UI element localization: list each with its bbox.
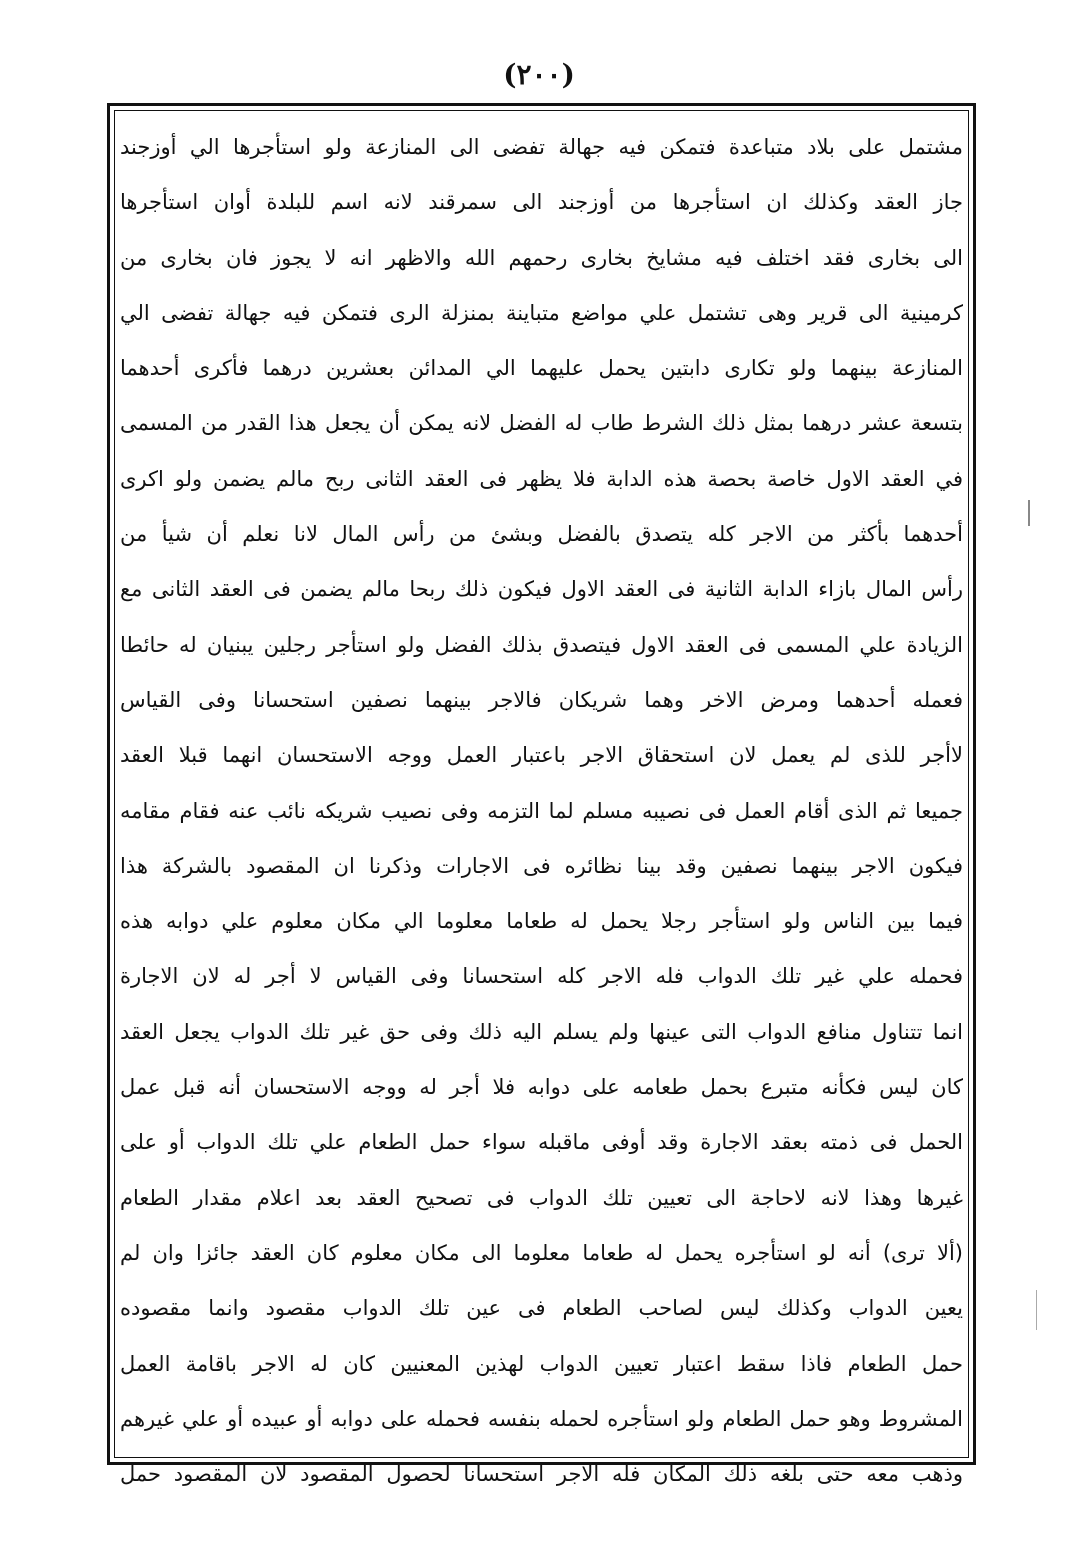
text-line: (ألا ترى) أنه لو استأجره يحمل له طعاما معلوما الى مكان معلوم كان العقد جائزا وان لم [120, 1240, 963, 1265]
text-line: مشتمل على بلاد متباعدة فتمكن فيه جهالة تفضى الى المنازعة ولو استأجرها الي أوزجند [120, 135, 963, 159]
text-line: حمل الطعام فاذا سقط اعتبار تعيين الدواب لهذين المعنيين كان له الاجر باقامة العمل [120, 1351, 963, 1376]
body-text [120, 120, 963, 1502]
text-line: فيما بين الناس ولو استأجر رجلا يحمل له طعاما معلوما الي مكان معلوم علي دوابه هذه [120, 909, 963, 934]
text-line: الزيادة علي المسمى فى العقد الاول فيتصدق بذلك الفضل ولو استأجر رجلين يبنيان له حائطا [120, 632, 963, 657]
text-line: الحمل فى ذمته بعقد الاجارة وقد أوفى ماقبله سواء حمل الطعام علي تلك الدواب أو على [120, 1130, 963, 1155]
margin-mark [1036, 1290, 1037, 1330]
text-line: كان ليس فكأنه متبرع بحمل طعامه على دوابه فلا أجر له ووجه الاستحسان أنه قبل عمل [120, 1075, 963, 1100]
text-line: انما تتناول منافع الدواب التى عينها ولم يسلم اليه ذلك وفى حق غير تلك الدواب يجعل العقد [120, 1019, 963, 1044]
text-line: بتسعة عشر درهما بمثل ذلك الشرط طاب له الفضل لانه يمكن أن يجعل هذا القدر من المسمى [120, 411, 963, 436]
text-line: المشروط وهو حمل الطعام ولو استأجره لحمله بنفسه فحمله على دوابه أو عبيده أو علي غيرهم [120, 1406, 963, 1431]
text-line: لاأجر للذى لم يعمل لان استحقاق الاجر باعتبار العمل ووجه الاستحسان انهما قبلا العقد [120, 743, 963, 768]
text-line: فيكون الاجر بينهما نصفين وقد بينا نظائره فى الاجارات وذكرنا ان المقصود بالشركة هذا [120, 853, 963, 878]
text-line: يعين الدواب وكذلك ليس لصاحب الطعام فى عين تلك الدواب مقصود وانما مقصوده [120, 1296, 963, 1321]
text-line: غيرها وهذا لانه لاحاجة الى تعيين تلك الدواب فى تصحيح العقد بعد اعلام مقدار الطعام [120, 1185, 963, 1210]
text-line: كرمينية الى قرير وهى تشتمل علي مواضع متباينة بمنزلة الرى فتمكن فيه جهالة تفضى الي [120, 300, 963, 325]
text-line: جاز العقد وكذلك ان استأجرها من أوزجند الى سمرقند لانه اسم للبلدة أوان استأجرها [120, 190, 963, 215]
text-line: جميعا ثم الذى أقام العمل فى نصيبه مسلم لما التزمه وفى نصيب شريكه نائب عنه فقام مقامه [120, 798, 963, 823]
text-line: الى بخارى فقد اختلف فيه مشايخ بخارى رحمهم الله والاظهر انه لا يجوز فان بخارى من [120, 245, 963, 270]
text-line: فحمله علي غير تلك الدواب فله الاجر كله استحسانا وفى القياس لا أجر له لان الاجارة [120, 964, 963, 989]
text-line: فعمله أحدهما ومرض الاخر وهما شريكان فالاجر بينهما نصفين استحسانا وفى القياس [120, 687, 963, 712]
text-line: في العقد الاول خاصة بحصة هذه الدابة فلا يظهر فى العقد الثانى ربح مالم يضمن ولو اكرى [120, 466, 963, 491]
margin-mark [1028, 500, 1030, 526]
text-line: المنازعة بينهما ولو تكارى دابتين يحمل عليهما الي المدائن بعشرين درهما فأكرى أحدهما [120, 356, 963, 381]
text-line: أحدهما بأكثر من الاجر كله يتصدق بالفضل وبشئ من رأس المال لانا نعلم أن شيأ من [120, 522, 963, 547]
text-line: رأس المال بازاء الدابة الثانية فى العقد الاول فيكون ذلك ربحا مالم يضمن فى العقد الثانى مع [120, 577, 963, 602]
page-number: (٢٠٠) [503, 58, 575, 91]
text-line: وذهب معه حتى بلغه ذلك المكان فله الاجر استحسانا لحصول المقصود لان المقصود حمل [120, 1462, 963, 1487]
